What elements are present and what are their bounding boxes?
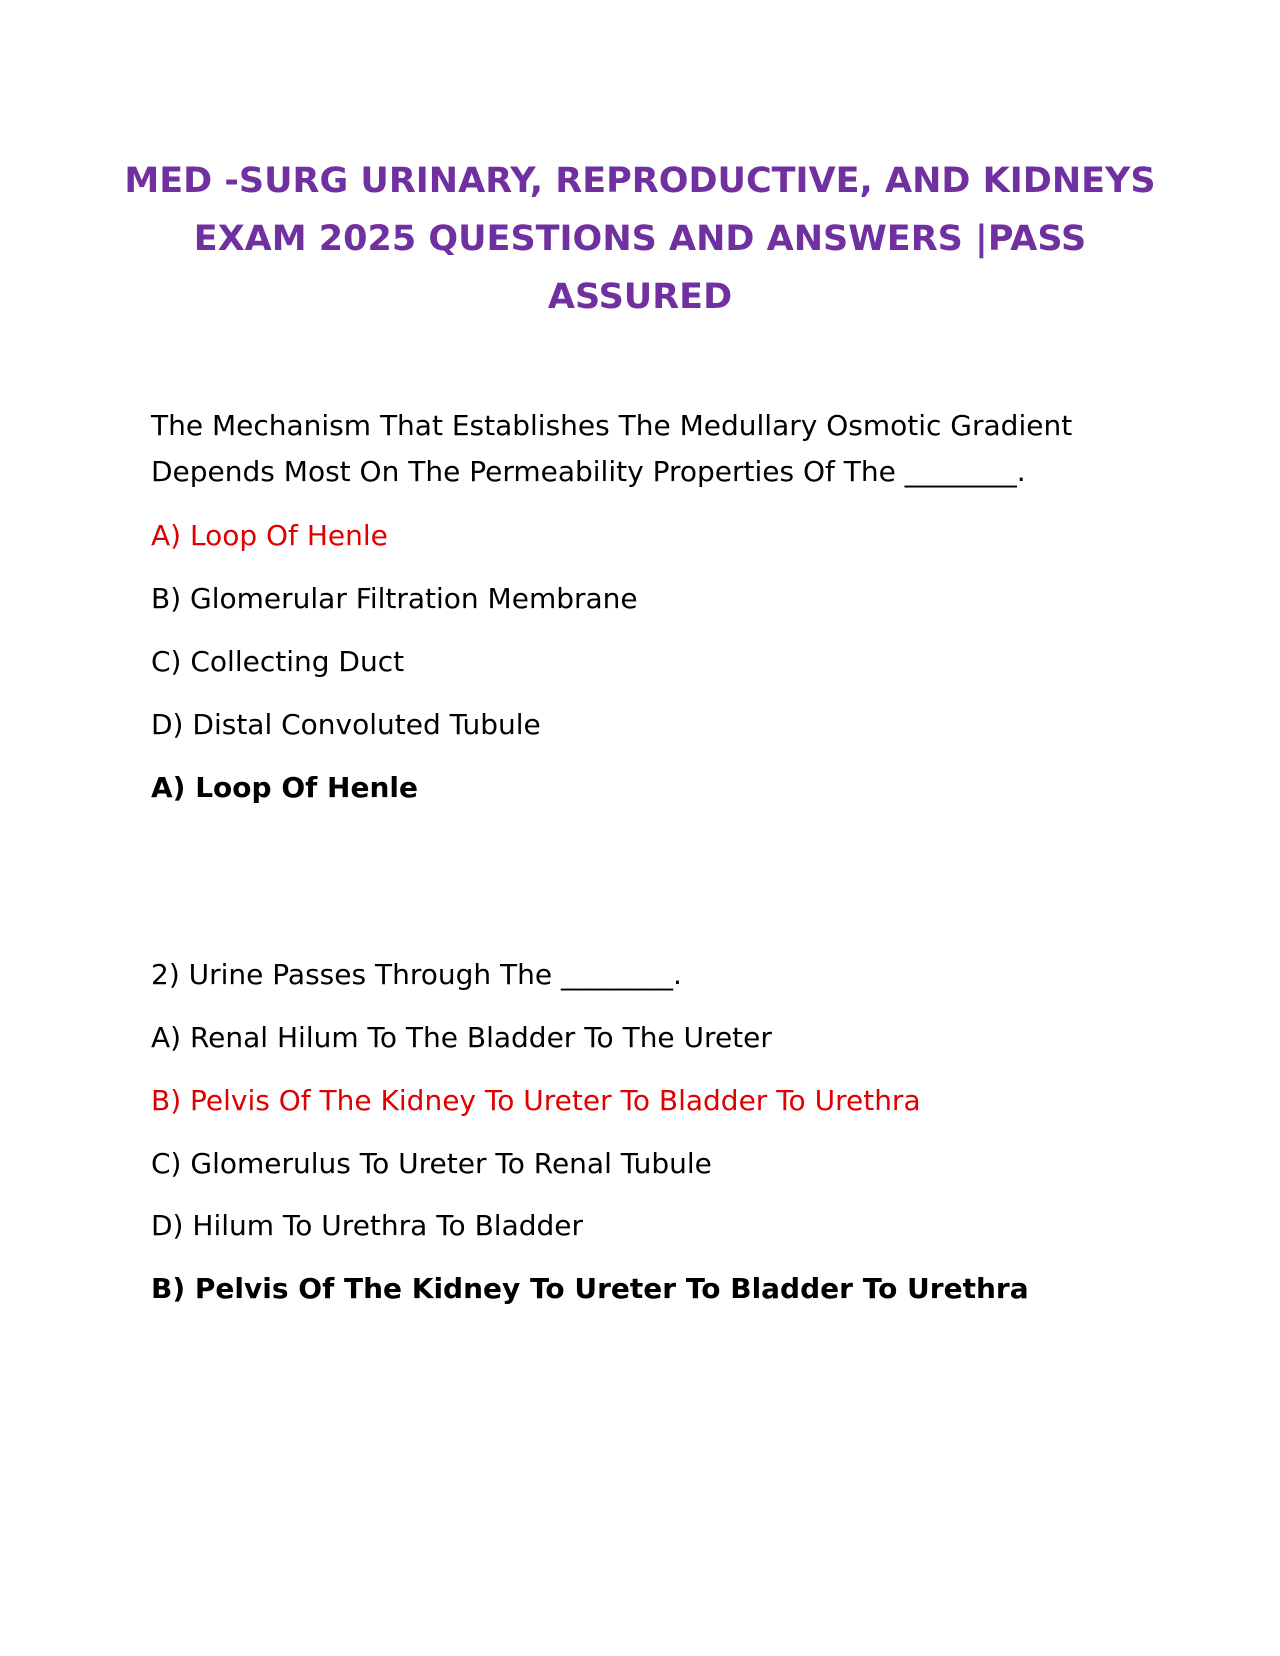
option-b: B) Glomerular Filtration Membrane — [151, 582, 638, 615]
option-b-correct: B) Pelvis Of The Kidney To Ureter To Bladder To Urethra — [151, 1084, 921, 1117]
document-title — [120, 152, 1160, 326]
option-a: A) Renal Hilum To The Bladder To The Ureter — [151, 1021, 772, 1054]
answer-line: B) Pelvis Of The Kidney To Ureter To Bladder To Urethra — [151, 1272, 1029, 1305]
question-stem-line: 2) Urine Passes Through The ________. — [151, 958, 682, 991]
title-line: ASSURED — [547, 277, 733, 317]
option-a-correct: A) Loop Of Henle — [151, 519, 388, 552]
option-d: D) Distal Convoluted Tubule — [151, 708, 541, 741]
option-c: C) Collecting Duct — [151, 645, 405, 678]
option-d: D) Hilum To Urethra To Bladder — [151, 1209, 584, 1242]
option-c: C) Glomerulus To Ureter To Renal Tubule — [151, 1147, 712, 1180]
title-line: MED -SURG URINARY, REPRODUCTIVE, AND KIDNEYS — [124, 161, 1156, 201]
title-line: EXAM 2025 QUESTIONS AND ANSWERS |PASS — [193, 219, 1087, 259]
question-stem-line: Depends Most On The Permeability Properties Of The ________. — [151, 455, 1026, 488]
question-stem-line: The Mechanism That Establishes The Medullary Osmotic Gradient — [151, 409, 1073, 442]
answer-line: A) Loop Of Henle — [151, 771, 418, 804]
